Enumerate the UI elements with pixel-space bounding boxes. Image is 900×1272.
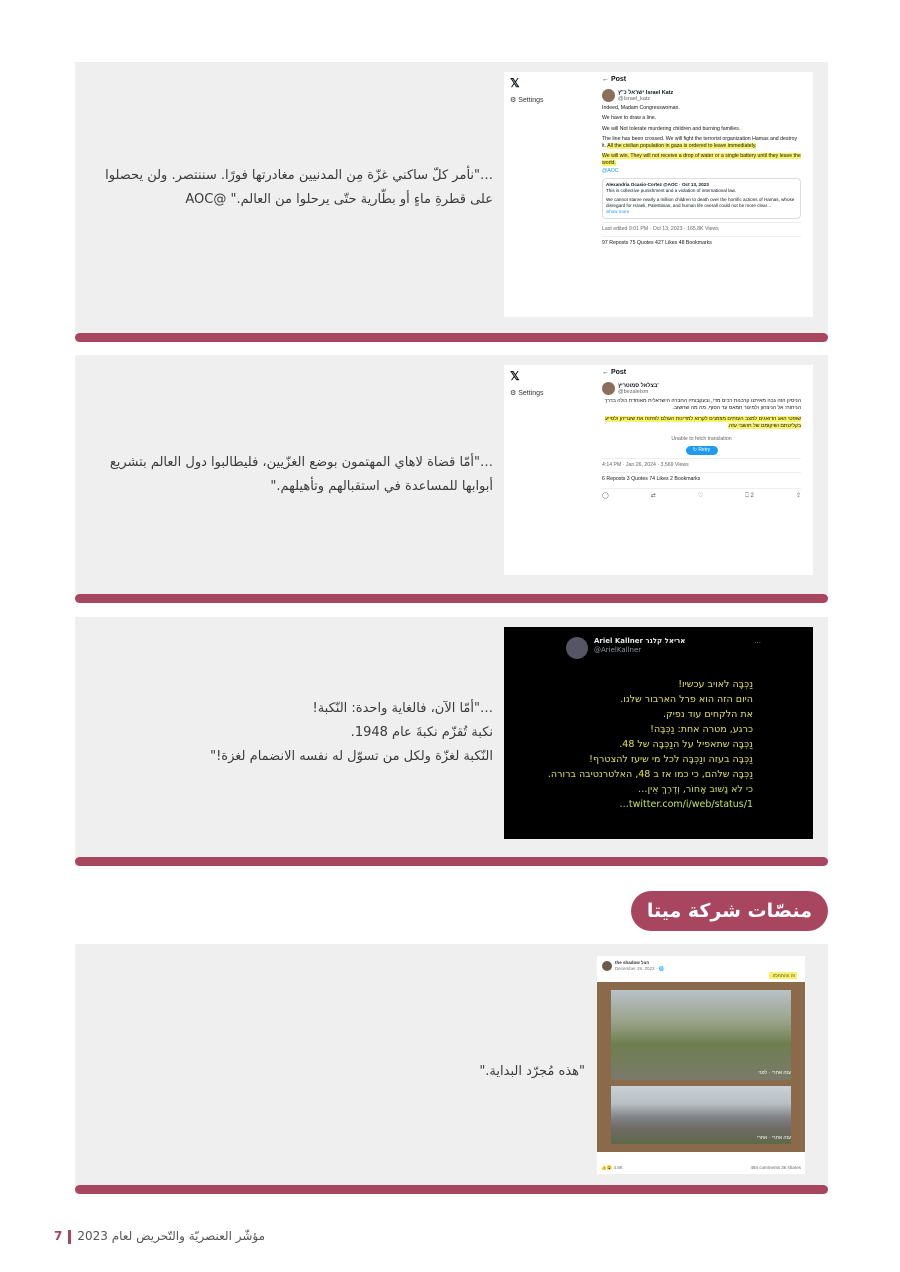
avatar <box>602 382 615 395</box>
photo-caption: עזה אחרי · לפני <box>758 1070 791 1076</box>
tweet-screenshot-smotrich <box>504 365 813 575</box>
post-header: ← Post <box>602 369 627 376</box>
mention-link: @AOC <box>602 167 619 174</box>
meta-post-screenshot <box>597 956 805 1174</box>
quoted-text: This is collective punishment and a violation of international law. <box>606 187 736 193</box>
tweet-stats: 6 Reposts 3 Quotes 74 Likes 2 Bookmarks <box>602 472 801 483</box>
tweet-line: נַכְּבָּה שלהם, כי כמו אז ב 48, האלטרנטיבה ברורה. <box>547 769 753 780</box>
post-image <box>597 982 805 1152</box>
tweet-line: כרגע, מטרה אחת: נַכְּבָּה! <box>650 724 753 735</box>
quote-card-2 <box>75 355 828 603</box>
accent-bar <box>75 857 828 866</box>
retry-button[interactable]: ↻ Retry <box>686 446 718 455</box>
x-logo-icon: 𝕏 <box>510 369 520 383</box>
quote-text: …"أمّا الآن، فالغاية واحدة: النّكبة! <box>312 701 493 716</box>
user-name: the shadow הצל <box>615 960 650 965</box>
post-text: זה ההתחלה. <box>771 973 795 978</box>
tweet-line: Indeed, Madam Congresswoman. <box>602 105 680 112</box>
aerial-photo-before <box>611 990 791 1080</box>
quote-card-3 <box>75 617 828 866</box>
more-options-icon: ··· <box>754 639 761 647</box>
quote-text: …"أمّا قضاة لاهاي المهتمون بوضع الغزّيين، فليطالبوا دول العالم بتشريع أبوابها للمساعدة في استقبالهم وتأهيلهم." <box>109 455 493 494</box>
quote-text: النّكبة لغزّة ولكل من تسوّل له نفسه الانضمام لغزة!" <box>210 749 493 764</box>
avatar <box>602 89 615 102</box>
tweet-line: The line has been crossed. We will fight the terrorist organization Hamas and destroy it. All the civilian population in gaza is ordered to leave immediately. <box>602 135 798 150</box>
quoted-tweet <box>602 178 801 219</box>
tweet-screenshot-katz <box>504 72 813 317</box>
settings-link: ⚙ Settings <box>510 97 544 104</box>
post-date: December 29, 2023 · 🌐 <box>615 966 665 971</box>
bookmark-icon[interactable]: ⎕ 2 <box>745 492 754 499</box>
highlighted-text: שופטי האג הדואגים למצב העזתים מוזמנים לקרוא למדינות העולם לפתוח את שעריהן ולסייע בקליטתם ושיקומם של תושבי עזה. <box>605 415 801 429</box>
tweet-line: כי לא נָשׁוּב אָחוֹר, וְדֶרֶךְ אֵין… twitter.com/i/web/status/1… <box>619 784 753 810</box>
repost-icon[interactable]: ⇄ <box>650 492 656 499</box>
tweet-line <box>602 153 801 175</box>
tweet-line: את הלקחים עוד נפיק. <box>663 709 753 720</box>
page-number: 7 <box>54 1229 63 1243</box>
quote-text: …"نأمر كلّ ساكني غزّة مِن المدنيين مغادرتها فورًا. سننتصر. ولن يحصلوا على قطرةِ ماءٍ أو بطّارية حتّى يرحلوا من العالم." @AOC <box>105 168 493 207</box>
translation-status: Unable to fetch translation <box>671 436 732 443</box>
tweet-line: הניסיון הזה גבה מאיתנו קרבנות רבים מדי, ובעקבותיו החברה הישראלית מאוחדת כולה בדרך הניחוח: אל הניצחון ולמיגור חמאס עד הסוף, מה מה שחשוב. <box>604 398 801 412</box>
post-header: ← Post <box>602 76 627 83</box>
tweet-line: נַכְּבָּה שתאפיל על הנַכְּבָּה של 48. <box>619 739 753 750</box>
accent-bar <box>75 1185 828 1194</box>
user-name: בצלאל סמוטריץ' <box>618 382 659 389</box>
tweet-line: We will Not tolerate murdering children and burning families. <box>602 125 741 132</box>
reaction-count: 👍😮 4.8K <box>601 1165 623 1170</box>
quote-card-4 <box>75 944 828 1194</box>
page-footer <box>54 1229 265 1244</box>
tweet-stats: 97 Reposts 75 Quotes 427 Likes 48 Bookmarks <box>602 236 801 247</box>
tweet-line: היום הזה הוא פרל הארבור שלנו. <box>620 694 753 705</box>
x-logo-icon: 𝕏 <box>510 76 520 90</box>
quoted-user: Alexandria Ocasio-Cortez @AOC · Oct 13, 2023 <box>606 181 709 187</box>
tweet-line: נַכְּבָּה בעזה ונַכְּבָּה לכל מי שיעז להצטרף! <box>589 754 753 765</box>
user-handle: @Israel_katz <box>618 95 651 102</box>
user-handle: @bezalelsm <box>618 388 649 395</box>
comment-share-count: 484 comments 36 shares <box>750 1165 801 1170</box>
quote-text: نكبة تُقزّم نكبةَ عام 1948. <box>350 725 493 740</box>
tweet-screenshot-kallner <box>504 627 813 839</box>
highlighted-text: All the civilian population in gaza is ordered to leave immediately. <box>607 143 757 150</box>
user-handle: @ArielKallner <box>594 646 642 654</box>
like-icon[interactable]: ♡ <box>697 492 704 499</box>
accent-bar <box>75 594 828 603</box>
footer-divider <box>68 1230 71 1244</box>
quote-card-1 <box>75 62 828 342</box>
section-heading: منصّات شركة ميتا <box>631 891 828 931</box>
highlighted-text: We will win. They will not receive a drop of water or a single battery until they leave the world. <box>602 153 801 167</box>
tweet-meta: 4:14 PM · Jan 26, 2024 · 3,569 Views <box>602 458 801 469</box>
accent-bar <box>75 333 828 342</box>
tweet-meta: Last edited 9:01 PM · Oct 13, 2023 · 165.8K Views <box>602 222 801 233</box>
avatar <box>602 961 612 971</box>
show-more-link: Show more <box>606 208 630 214</box>
user-name: ישראל כ"ץ Israel Katz <box>618 89 674 96</box>
tweet-line: We have to draw a line. <box>602 115 657 122</box>
tweet-line: נַכְּבָּה לאויב עכשיו! <box>678 679 753 690</box>
quote-text: "هذه مُجرّد البداية." <box>479 1064 585 1079</box>
reply-icon[interactable]: ◯ <box>602 492 609 499</box>
avatar <box>566 637 588 659</box>
photo-caption: עזה אחרי · אחרי <box>756 1135 791 1141</box>
quoted-text: We cannot starve nearly a million children to death over the horrific actions of Hamas, whose disregard for Israeli, Palestinian, and human life overall could not be more clear… <box>606 196 795 208</box>
report-title: مؤشّر العنصريّة والتّحريض لعام 2023 <box>77 1229 266 1243</box>
user-name: Ariel Kallner אריאל קלנר <box>594 637 686 645</box>
share-icon[interactable]: ⇪ <box>795 492 801 499</box>
settings-link: ⚙ Settings <box>510 390 544 397</box>
